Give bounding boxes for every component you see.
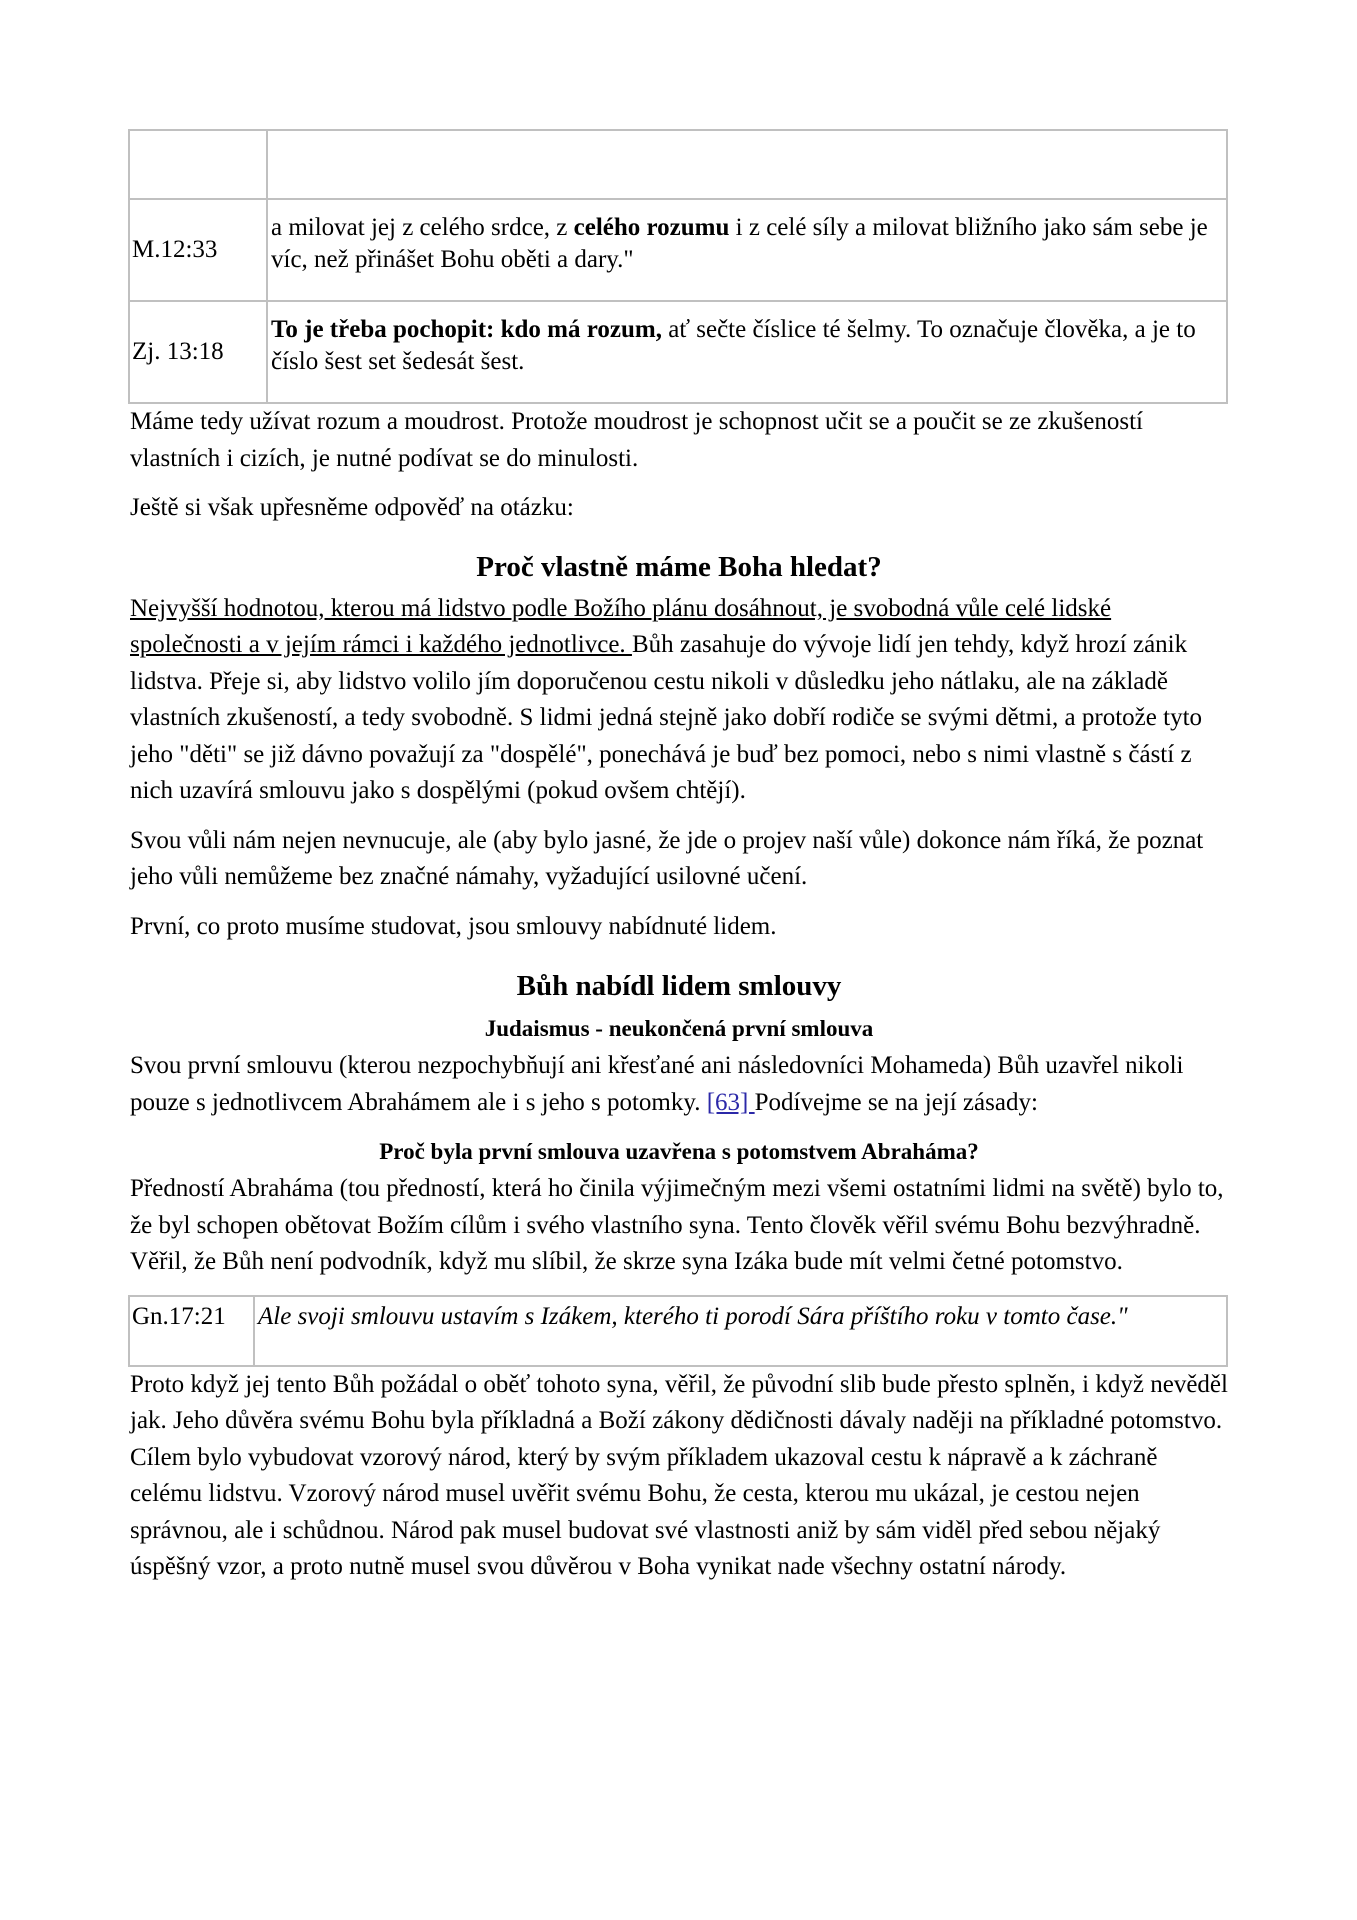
verse-ref: Gn.17:21	[129, 1296, 254, 1366]
paragraph-text: Bůh zasahuje do vývoje lidí jen tehdy, když hrozí zánik lidstva. Přeje si, aby lidstvo volilo jím doporučenou cestu nikoli v důsledku jeho nátlaku, ale na základě vlastních zkušeností, a tedy svobodně. S lidmi jedná stejně jako dobří rodiče se svými dětmi, a protože tyto jeho "děti" se již dávno považují za "dospělé", ponechává je buď bez pomoci, nebo s nimi vlastně s částí z nich uzavírá smlouvu jako s dospělými (pokud ovšem chtějí).	[130, 631, 1203, 804]
section-heading: Proč vlastně máme Boha hledat?	[476, 550, 882, 583]
paragraph: První, co proto musíme studovat, jsou smlouvy nabídnuté lidem.	[130, 912, 777, 940]
paragraph-text: Podívejme se na její zásady:	[754, 1088, 1038, 1116]
paragraph: Proto když jej tento Bůh požádal o oběť tohoto syna, věřil, že původní slib bude přesto splněn, i když nevěděl jak. Jeho důvěra svému Bohu byla příkladná a Boží zákony dědičnosti dávaly naději na příkladné potomstvo. Cílem bylo vybudovat vzorový národ, který by svým příkladem ukazoval cestu k nápravě a k záchraně celému lidstvu. Vzorový národ musel uvěřit svému Bohu, že cesta, kterou mu ukázal, je cestou nejen správnou, ale i schůdnou. Národ pak musel budovat své vlastnosti aniž by sám viděl před sebou nějaký úspěšný vzor, a proto nutně musel svou důvěrou v Boha vynikat nade všechny ostatní národy.	[130, 1370, 1228, 1580]
table-row	[129, 1296, 1227, 1366]
paragraph: Ještě si však upřesněme odpověď na otázku:	[130, 494, 574, 521]
verse-text	[267, 199, 1227, 301]
verse-text-part: a milovat jej z celého srdce, z	[271, 214, 574, 241]
verse-text	[267, 130, 1227, 199]
paragraph	[130, 591, 1228, 810]
verse-text	[267, 301, 1227, 403]
verse-text-part: ať sečte číslice té šelmy. To označuje člověka, a je to číslo šest set šedesát šest.	[271, 316, 1196, 375]
footnote-link[interactable]: [63]	[706, 1088, 755, 1116]
verse-ref: M.12:33	[129, 199, 267, 301]
paragraph: Předností Abraháma (tou předností, která ho činila výjimečným mezi všemi ostatními lidmi na světě) bylo to, že byl schopen obětovat Božím cílům i svého vlastního syna. Tento člověk věřil svému Bohu bezvýhradně. Věřil, že Bůh není podvodník, když mu slíbil, že skrze syna Izáka bude mít velmi četné potomstvo.	[130, 1175, 1224, 1275]
paragraph-text: Svou první smlouvu (kterou nezpochybňují ani křesťané ani následovníci Mohameda) Bůh uzavřel nikoli pouze s jednotlivcem Abrahámem ale i s jeho s potomky.	[130, 1052, 1184, 1116]
verse-text: Ale svoji smlouvu ustavím s Izákem, kterého ti porodí Sára příštího roku v tomto čase."	[254, 1296, 1227, 1366]
subsection-heading: Judaismus - neukončená první smlouva	[484, 1016, 874, 1041]
verse-text-bold: To je třeba pochopit: kdo má rozum,	[271, 316, 662, 343]
table-row	[129, 301, 1227, 403]
verse-ref	[129, 130, 267, 199]
verse-table	[128, 1295, 1228, 1367]
paragraph: Máme tedy užívat rozum a moudrost. Protože moudrost je schopnost učit se a poučit se ze zkušeností vlastních i cizích, je nutné podívat se do minulosti.	[130, 408, 1143, 472]
paragraph	[130, 1048, 1228, 1121]
verse-table	[128, 129, 1228, 404]
subsection-heading: Proč byla první smlouva uzavřena s potomstvem Abraháma?	[379, 1139, 979, 1164]
paragraph: Svou vůli nám nejen nevnucuje, ale (aby bylo jasné, že jde o projev naší vůle) dokonce nám říká, že poznat jeho vůli nemůžeme bez značné námahy, vyžadující usilovné učení.	[130, 826, 1204, 890]
section-heading: Bůh nabídl lidem smlouvy	[516, 970, 842, 1002]
table-row	[129, 130, 1227, 199]
verse-text-bold: celého rozumu	[573, 214, 730, 241]
table-row	[129, 199, 1227, 301]
verse-text-part: i z celé síly a milovat bližního jako sám sebe je víc, než přinášet Bohu oběti a dary."	[271, 214, 1208, 273]
verse-ref: Zj. 13:18	[129, 301, 267, 403]
document-page	[130, 129, 1228, 1586]
underlined-text: Nejvyšší hodnotou, kterou má lidstvo podle Božího plánu dosáhnout, je svobodná vůle celé lidské společnosti a v jejím rámci i každého jednotlivce.	[130, 594, 1112, 658]
